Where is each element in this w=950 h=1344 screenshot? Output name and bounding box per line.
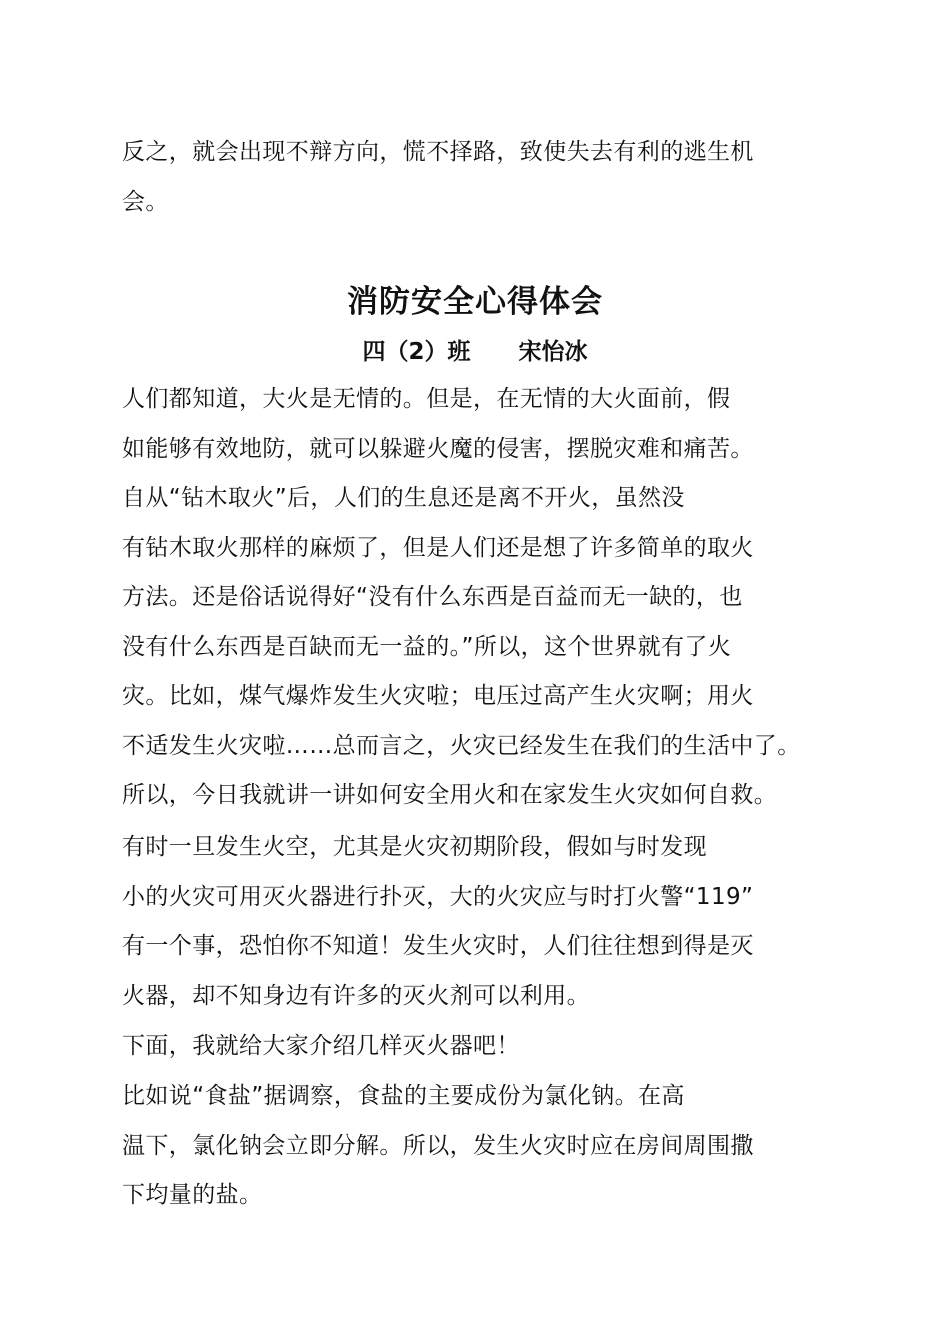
- paragraph-1: 人们都知道，大火是无情的。但是，在无情的大火面前，假 如能够有效地防，就可以躲避火魔的侵害，摆脱灾难和痛苦。: [122, 386, 754, 462]
- paragraph-4: 下面，我就给大家介绍几样灭火器吧！: [122, 1033, 520, 1059]
- paragraph-2: 自从“钻木取火”后，人们的生息还是离不开火，虽然没 有钻木取火那样的麻烦了，但是人们还是想了许多简单的取火 方法。还是俗话说得好“没有什么东西是百益而无一缺的，也 没有什么东西是百缺而无一益的。”所以，这个世界就有了火 灾。比如，煤气爆炸发生火灾啦；电压过高产生火灾啊；用火 不适发生火灾啦……总而言之，火灾已经发生在我们的生活中了。 所以，今日我就讲一讲如何安全用火和在家发生火灾如何自救。: [122, 485, 801, 808]
- carryover-paragraph: 反之，就会出现不辩方向，慌不择路，致使失去有利的逃生机 会。: [122, 139, 754, 215]
- paragraph-3: 有时一旦发生火空，尤其是火灾初期阶段，假如与时发现 小的火灾可用灭火器进行扑灭，大的火灾应与时打火警“119” 有一个事，恐怕你不知道！发生火灾时，人们往往想到得是灭 火器，却不知身边有许多的灭火剂可以利用。: [122, 834, 754, 1009]
- paragraph-5: 比如说“食盐”据调察，食盐的主要成份为氯化钠。在高 温下，氯化钠会立即分解。所以，发生火灾时应在房间周围撒 下均量的盐。: [122, 1083, 754, 1208]
- article-byline: 四（2）班 宋怡冰: [362, 339, 588, 365]
- article-title: 消防安全心得体会: [347, 284, 603, 320]
